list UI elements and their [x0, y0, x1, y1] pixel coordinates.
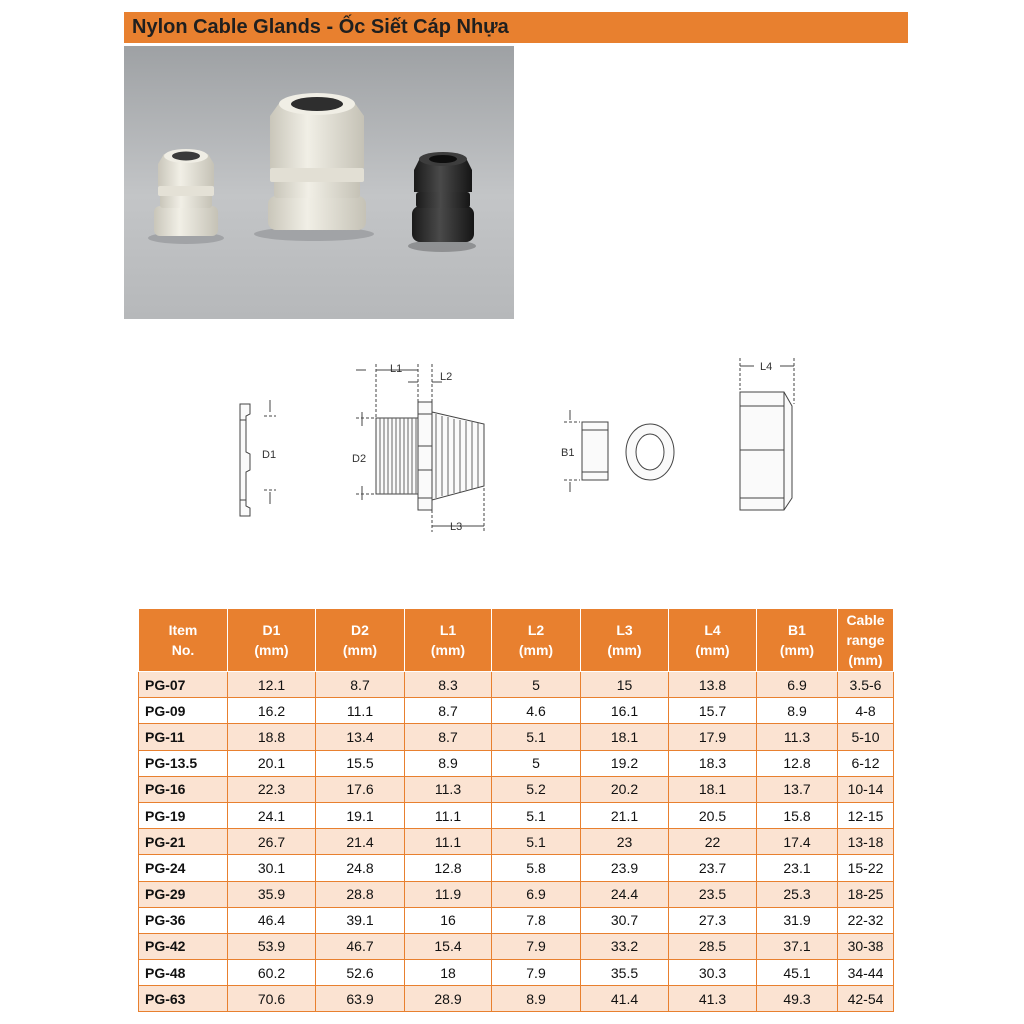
cell-d2: 8.7 [316, 672, 405, 698]
cell-l4: 20.5 [669, 802, 757, 828]
cell-d1: 24.1 [228, 802, 316, 828]
table-row [139, 881, 894, 907]
cell-l4: 41.3 [669, 986, 757, 1012]
header-row [139, 609, 894, 672]
cell-l3: 16.1 [581, 698, 669, 724]
cell-d2: 11.1 [316, 698, 405, 724]
cell-cable-range: 5-10 [838, 724, 894, 750]
cell-l1: 15.4 [405, 933, 492, 959]
cell-l1: 11.1 [405, 829, 492, 855]
cell-d2: 15.5 [316, 750, 405, 776]
cell-d2: 46.7 [316, 933, 405, 959]
cell-d2: 17.6 [316, 776, 405, 802]
cell-cable-range: 4-8 [838, 698, 894, 724]
cell-cable-range: 3.5-6 [838, 672, 894, 698]
cell-l1: 18 [405, 960, 492, 986]
cell-cable-range: 13-18 [838, 829, 894, 855]
table-row [139, 672, 894, 698]
cell-d2: 28.8 [316, 881, 405, 907]
cell-l1: 12.8 [405, 855, 492, 881]
cell-l4: 23.7 [669, 855, 757, 881]
header-l1: L1 (mm) [405, 609, 492, 672]
cell-l1: 11.9 [405, 881, 492, 907]
cell-l2: 5 [492, 672, 581, 698]
cell-b1: 49.3 [757, 986, 838, 1012]
cell-item: PG-21 [139, 829, 228, 855]
cell-b1: 45.1 [757, 960, 838, 986]
cell-l1: 8.7 [405, 724, 492, 750]
cell-l4: 23.5 [669, 881, 757, 907]
cell-d1: 26.7 [228, 829, 316, 855]
cell-b1: 25.3 [757, 881, 838, 907]
cell-l2: 6.9 [492, 881, 581, 907]
cell-b1: 37.1 [757, 933, 838, 959]
cell-b1: 6.9 [757, 672, 838, 698]
cell-l3: 41.4 [581, 986, 669, 1012]
label-l2: L2 [440, 371, 453, 383]
table-row [139, 907, 894, 933]
cell-l1: 28.9 [405, 986, 492, 1012]
cell-l3: 21.1 [581, 802, 669, 828]
label-l1: L1 [390, 363, 403, 375]
cell-l4: 18.1 [669, 776, 757, 802]
cell-item: PG-11 [139, 724, 228, 750]
cell-l4: 27.3 [669, 907, 757, 933]
cell-b1: 17.4 [757, 829, 838, 855]
cell-cable-range: 42-54 [838, 986, 894, 1012]
cell-l2: 5.1 [492, 829, 581, 855]
cell-item: PG-36 [139, 907, 228, 933]
cell-item: PG-24 [139, 855, 228, 881]
header-b1: B1 (mm) [757, 609, 838, 672]
cell-l3: 23 [581, 829, 669, 855]
table-row [139, 986, 894, 1012]
cell-d2: 39.1 [316, 907, 405, 933]
cell-l3: 20.2 [581, 776, 669, 802]
cell-l3: 18.1 [581, 724, 669, 750]
table-row [139, 698, 894, 724]
cell-d1: 60.2 [228, 960, 316, 986]
cell-item: PG-07 [139, 672, 228, 698]
label-d1: D1 [262, 449, 277, 461]
label-l4: L4 [760, 361, 773, 373]
spec-table-body [139, 672, 894, 1012]
cell-d2: 52.6 [316, 960, 405, 986]
dimension-diagram [228, 350, 808, 550]
cell-cable-range: 6-12 [838, 750, 894, 776]
cell-b1: 15.8 [757, 802, 838, 828]
cell-b1: 11.3 [757, 724, 838, 750]
cell-item: PG-13.5 [139, 750, 228, 776]
cell-l3: 15 [581, 672, 669, 698]
cell-cable-range: 30-38 [838, 933, 894, 959]
table-row [139, 724, 894, 750]
cell-l2: 4.6 [492, 698, 581, 724]
spec-table [138, 608, 894, 1012]
cell-d2: 63.9 [316, 986, 405, 1012]
table-row [139, 776, 894, 802]
table-row [139, 933, 894, 959]
cell-b1: 13.7 [757, 776, 838, 802]
cell-l2: 5.1 [492, 724, 581, 750]
cell-l3: 33.2 [581, 933, 669, 959]
table-row [139, 960, 894, 986]
cell-d1: 16.2 [228, 698, 316, 724]
cell-l4: 15.7 [669, 698, 757, 724]
cell-l4: 13.8 [669, 672, 757, 698]
cell-l1: 11.1 [405, 802, 492, 828]
cell-l2: 5 [492, 750, 581, 776]
cell-item: PG-63 [139, 986, 228, 1012]
page-title: Nylon Cable Glands - Ốc Siết Cáp Nhựa [124, 12, 908, 43]
cell-d1: 70.6 [228, 986, 316, 1012]
cell-l2: 7.9 [492, 960, 581, 986]
header-l2: L2 (mm) [492, 609, 581, 672]
cell-d1: 46.4 [228, 907, 316, 933]
cell-l3: 24.4 [581, 881, 669, 907]
cell-d1: 53.9 [228, 933, 316, 959]
cell-l4: 22 [669, 829, 757, 855]
cell-b1: 31.9 [757, 907, 838, 933]
cell-l2: 5.8 [492, 855, 581, 881]
cell-l1: 8.9 [405, 750, 492, 776]
label-d2: D2 [352, 453, 367, 465]
cell-d1: 22.3 [228, 776, 316, 802]
header-l4: L4 (mm) [669, 609, 757, 672]
cell-l1: 8.7 [405, 698, 492, 724]
cell-l3: 30.7 [581, 907, 669, 933]
cell-item: PG-29 [139, 881, 228, 907]
cell-d1: 30.1 [228, 855, 316, 881]
cell-l2: 5.1 [492, 802, 581, 828]
cell-item: PG-09 [139, 698, 228, 724]
cell-l2: 8.9 [492, 986, 581, 1012]
header-l3: L3 (mm) [581, 609, 669, 672]
label-b1: B1 [561, 447, 575, 459]
header-d2: D2 (mm) [316, 609, 405, 672]
product-photo [124, 46, 514, 319]
cell-cable-range: 18-25 [838, 881, 894, 907]
table-row [139, 855, 894, 881]
cell-d1: 18.8 [228, 724, 316, 750]
table-row [139, 750, 894, 776]
cell-d2: 19.1 [316, 802, 405, 828]
cell-cable-range: 22-32 [838, 907, 894, 933]
cell-l4: 28.5 [669, 933, 757, 959]
table-row [139, 802, 894, 828]
cell-item: PG-48 [139, 960, 228, 986]
cell-l3: 19.2 [581, 750, 669, 776]
cell-l4: 30.3 [669, 960, 757, 986]
cell-l2: 7.8 [492, 907, 581, 933]
cell-cable-range: 12-15 [838, 802, 894, 828]
cell-l1: 16 [405, 907, 492, 933]
cell-item: PG-42 [139, 933, 228, 959]
cell-l1: 11.3 [405, 776, 492, 802]
cell-item: PG-16 [139, 776, 228, 802]
cell-d2: 21.4 [316, 829, 405, 855]
cell-d2: 24.8 [316, 855, 405, 881]
cell-cable-range: 15-22 [838, 855, 894, 881]
cell-l3: 35.5 [581, 960, 669, 986]
cell-item: PG-19 [139, 802, 228, 828]
label-l3: L3 [450, 521, 463, 533]
table-row [139, 829, 894, 855]
cell-d1: 12.1 [228, 672, 316, 698]
cell-l4: 17.9 [669, 724, 757, 750]
cell-l2: 7.9 [492, 933, 581, 959]
cell-l1: 8.3 [405, 672, 492, 698]
header-d1: D1 (mm) [228, 609, 316, 672]
cell-b1: 8.9 [757, 698, 838, 724]
cell-l3: 23.9 [581, 855, 669, 881]
cell-cable-range: 34-44 [838, 960, 894, 986]
cell-l2: 5.2 [492, 776, 581, 802]
cell-d1: 20.1 [228, 750, 316, 776]
cell-b1: 23.1 [757, 855, 838, 881]
header-item: Item No. [139, 609, 228, 672]
header-cable-range: Cable range (mm) [838, 609, 894, 672]
cell-cable-range: 10-14 [838, 776, 894, 802]
cell-b1: 12.8 [757, 750, 838, 776]
cell-d2: 13.4 [316, 724, 405, 750]
cell-l4: 18.3 [669, 750, 757, 776]
cell-d1: 35.9 [228, 881, 316, 907]
